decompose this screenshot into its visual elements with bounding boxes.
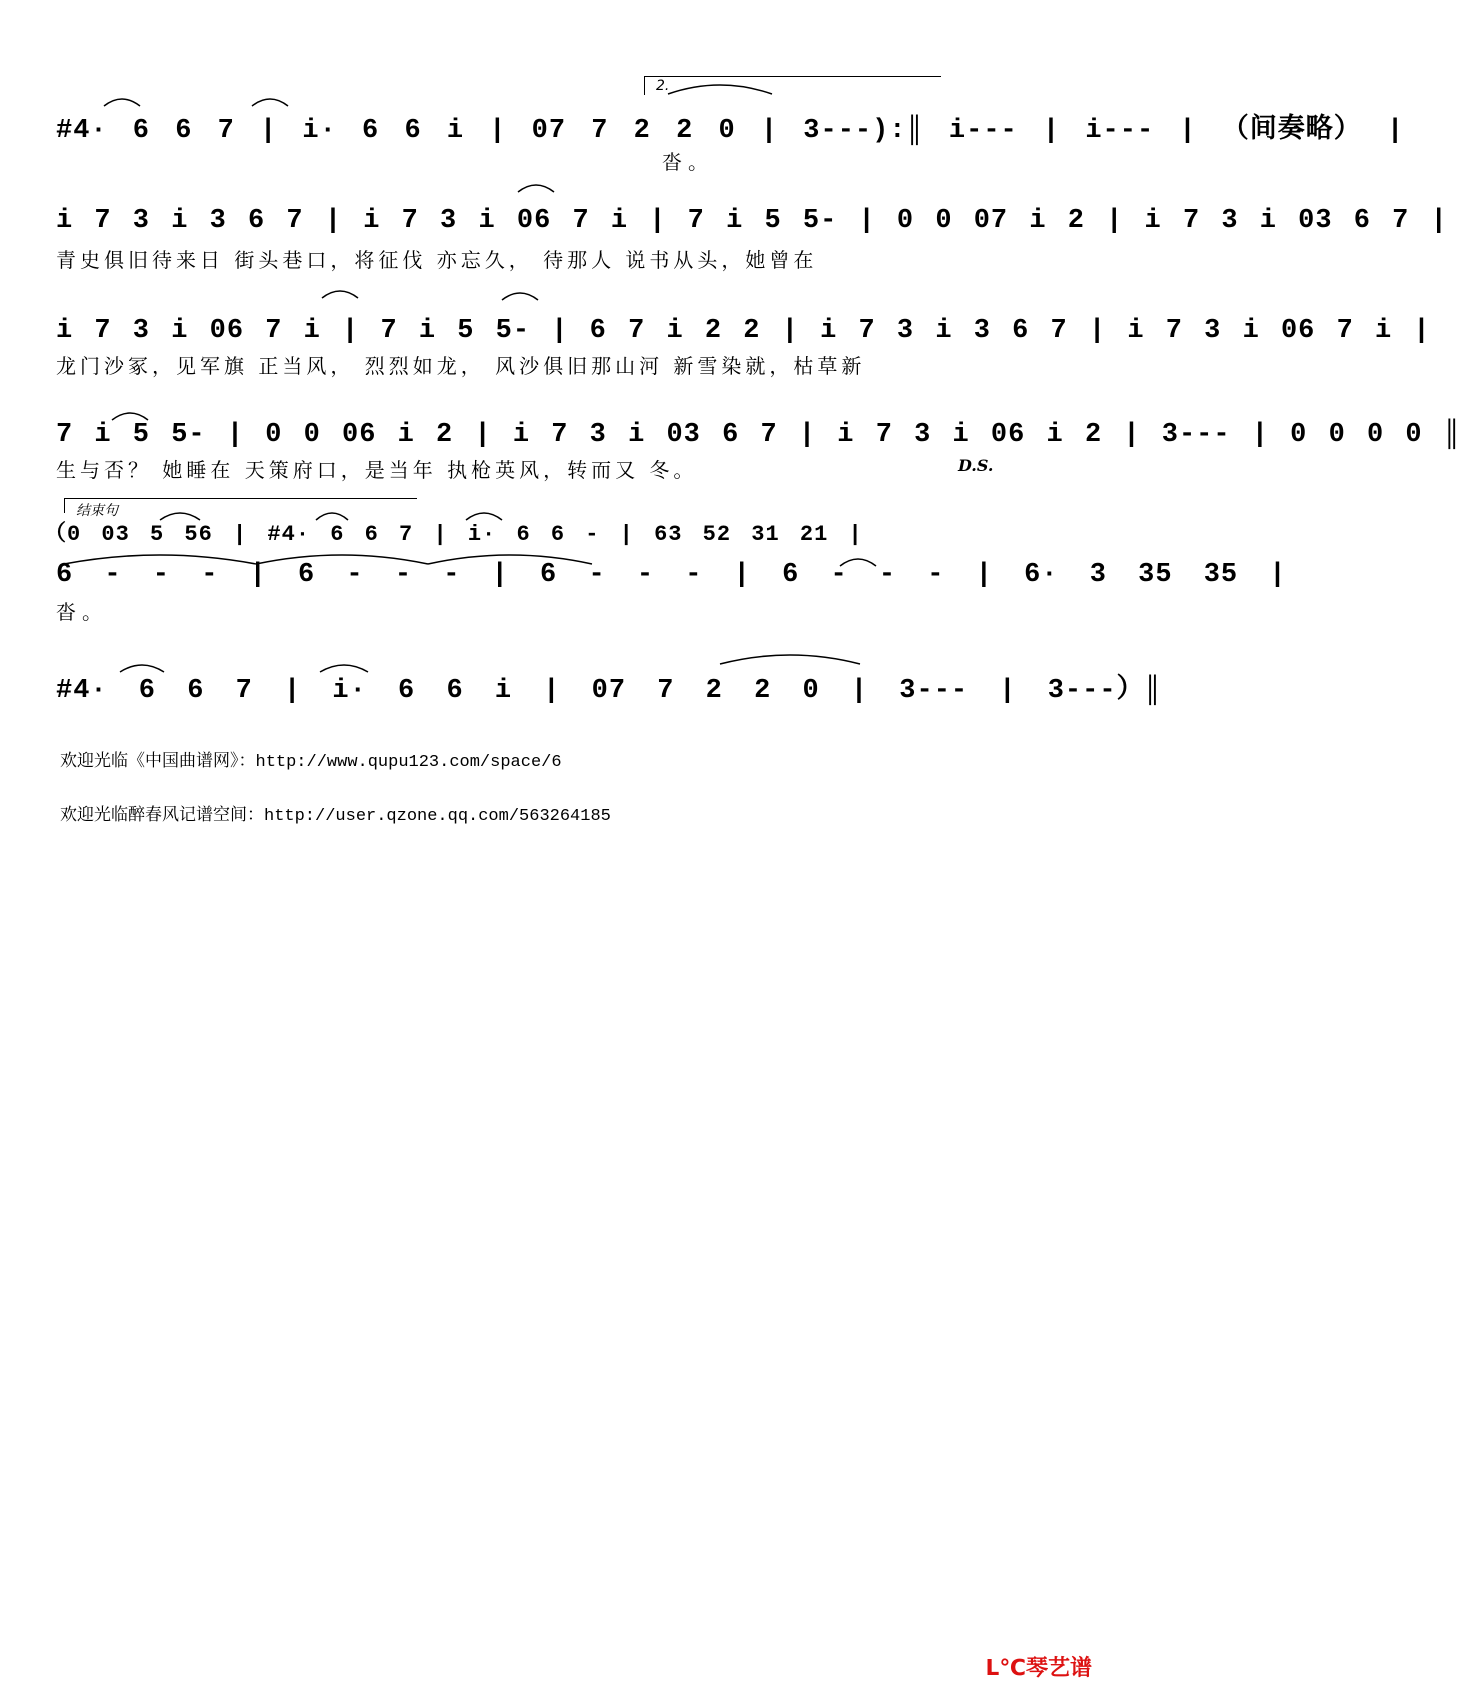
notes-line-3: i 7 3 i 06 7 i | 7 i 5 5- | 6 7 i 2 2 | i 7 3 i 3 6 7 | i 7 3 i 06 7 i | xyxy=(56,316,1431,346)
slur xyxy=(64,555,256,564)
slur xyxy=(160,513,200,520)
ending-lower-notes: 6 - - - | 6 - - - | 6 - - - | 6 - - - | 6· 3 35 35 | xyxy=(56,560,1287,590)
notes-line-2: i 7 3 i 3 6 7 | i 7 3 i 06 7 i | 7 i 5 5- | 0 0 07 i 2 | i 7 3 i 03 6 7 | xyxy=(56,206,1448,236)
slur xyxy=(720,655,860,664)
slur xyxy=(120,665,164,672)
ending-label: 结束句 xyxy=(76,503,118,519)
lyric-line-3: 龙门沙冢，见军旗 正当风， 烈烈如龙， 风沙俱旧那山河 新雪染就，枯草新 xyxy=(56,354,866,378)
slur xyxy=(518,185,554,192)
notes-line-1: #4· 6 6 7 | i· 6 6 i | 07 7 2 2 0 | 3---):║ i--- | i--- | （间奏略） | xyxy=(56,116,1405,146)
lyric-line-2: 青史俱旧待来日 街头巷口，将征伐 亦忘久， 待那人 说书从头，她曾在 xyxy=(56,248,818,272)
slur-overlay xyxy=(0,0,1120,800)
slur xyxy=(320,665,368,672)
slur xyxy=(668,85,772,94)
slur xyxy=(840,559,876,566)
footer-line-2: 欢迎光临醉春风记谱空间：http://user.qzone.qq.com/563264185 xyxy=(60,807,611,826)
slur xyxy=(256,555,428,564)
footer-line-1: 欢迎光临《中国曲谱网》：http://www.qupu123.com/space/6 xyxy=(60,753,562,772)
ds-marking: D.S. xyxy=(958,456,994,475)
slur xyxy=(428,555,592,564)
slur xyxy=(316,513,348,520)
notes-line-4: 7 i 5 5- | 0 0 06 i 2 | i 7 3 i 03 6 7 | i 7 3 i 06 i 2 | 3--- | 0 0 0 0 ║ xyxy=(56,420,1461,450)
watermark-text: 琴艺谱 xyxy=(1025,1656,1092,1681)
watermark-logo xyxy=(986,1651,1092,1682)
logo-icon: ᒪ℃ xyxy=(985,1656,1026,1681)
ending-upper-notes: （0 03 5 56 | #4· 6 6 7 | i· 6 6 - | 63 52 31 21 | xyxy=(44,522,863,547)
ending-lyric: 沓。 xyxy=(56,600,108,624)
slur xyxy=(322,291,358,298)
notes-line-6: #4· 6 6 7 | i· 6 6 i | 07 7 2 2 0 | 3--- | 3---）║ xyxy=(56,676,1162,706)
slur xyxy=(502,293,538,300)
volta-2-label: 2. xyxy=(656,78,670,94)
slur xyxy=(252,99,288,106)
lyric-line-4: 生与否？ 她睡在 天策府口，是当年 执枪英风，转而又 冬。 xyxy=(56,458,698,482)
slur xyxy=(466,513,502,520)
slur xyxy=(112,413,148,420)
lyric-line-1: 沓。 xyxy=(662,150,714,174)
slur xyxy=(104,99,140,106)
